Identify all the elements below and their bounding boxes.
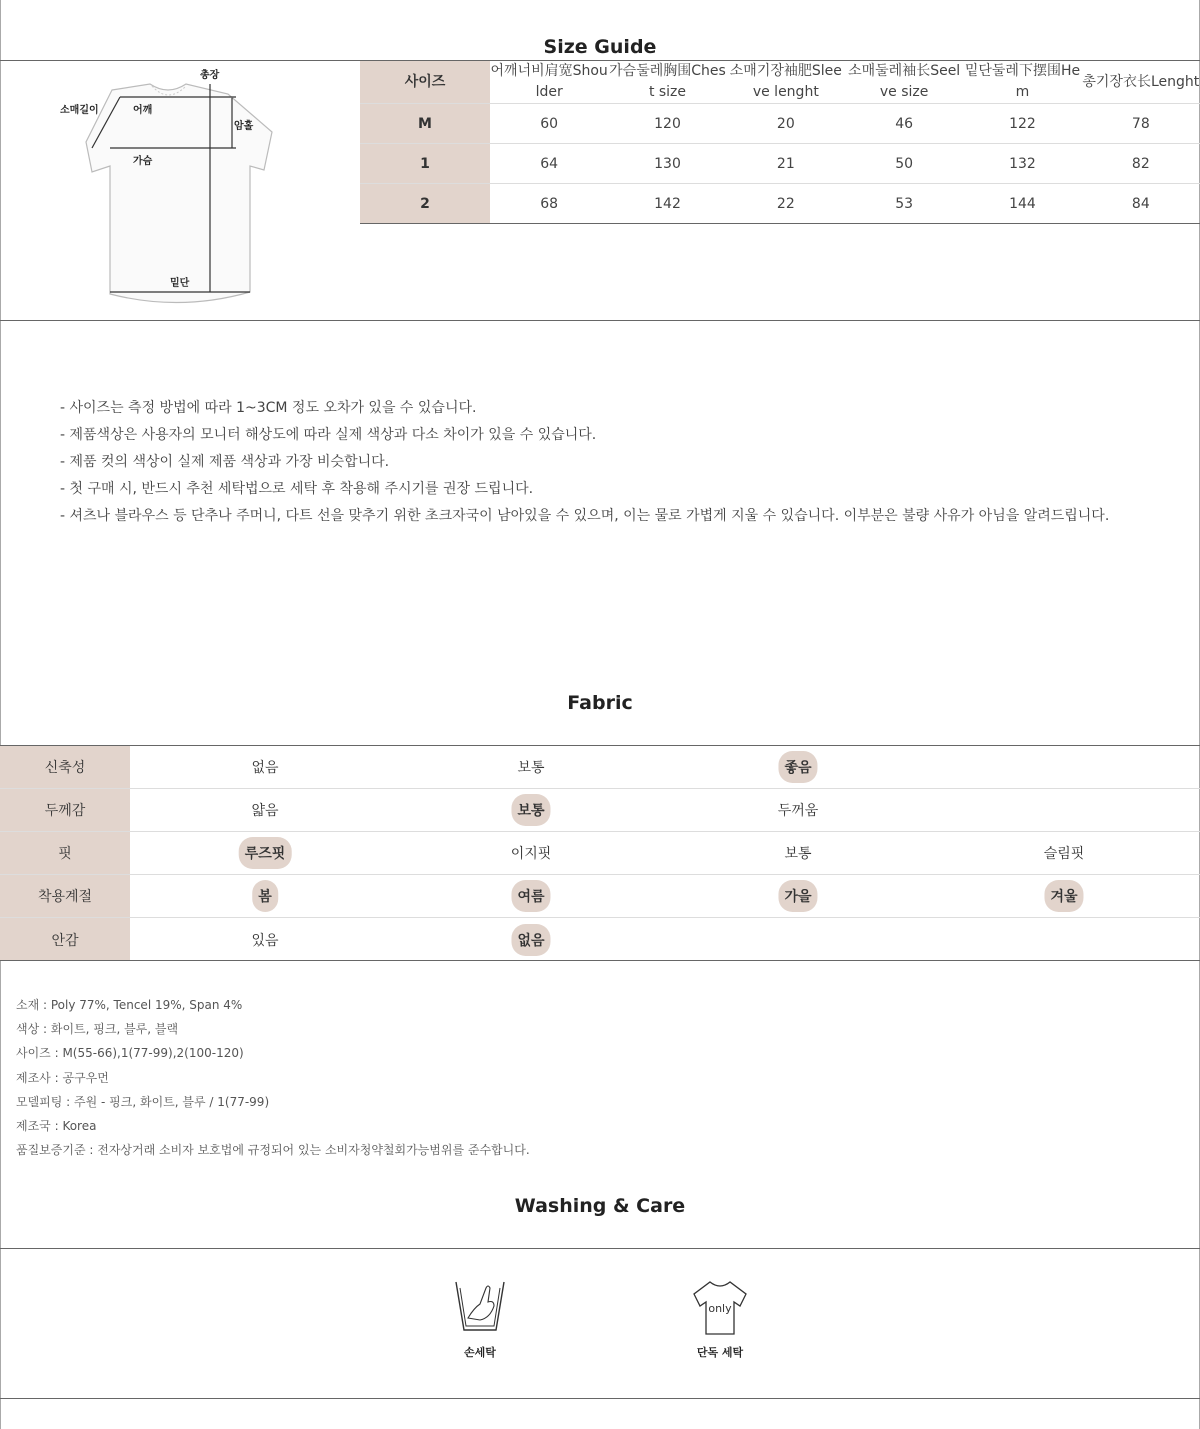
header-shoulder: 어깨너비肩宽Shoulder	[490, 61, 608, 104]
table-cell: 142	[608, 184, 726, 224]
table-cell: 122	[963, 104, 1081, 144]
fabric-option: 있음	[251, 932, 279, 949]
fabric-option: 슬림핏	[1043, 846, 1085, 862]
table-cell: 53	[845, 184, 963, 224]
fabric-row-label: 신축성	[0, 746, 130, 788]
note-item: - 첫 구매 시, 반드시 추천 세탁법으로 세탁 후 착용해 주시기를 권장 드립니다.	[60, 481, 534, 497]
divider	[0, 320, 1200, 321]
size-label: 2	[360, 184, 490, 224]
divider	[0, 1398, 1200, 1399]
fabric-row-thickness	[0, 789, 1200, 832]
label-sleeve-length: 소매길이	[60, 105, 99, 116]
fabric-option: 보통	[784, 846, 812, 862]
care-label: 단독 세탁	[696, 1346, 744, 1359]
note-item: - 제품색상은 사용자의 모니터 해상도에 따라 실제 색상과 다소 차이가 있을 수 있습니다.	[60, 427, 597, 443]
material-line: 제조사 : 공구우먼	[16, 1070, 109, 1085]
fabric-row-stretch	[0, 746, 1200, 789]
washing-title: Washing & Care	[514, 1195, 686, 1217]
fabric-row-season	[0, 875, 1200, 918]
label-hem: 밑단	[170, 278, 190, 289]
note-item: - 셔츠나 블라우스 등 단추나 주머니, 다트 선을 맞추기 위한 초크자국이 남아있을 수 있으며, 이는 물로 가볍게 지울 수 있습니다. 이부분은 불량 사유가 아님을 알려드립니다.	[60, 508, 1110, 524]
table-cell: 78	[1082, 104, 1200, 144]
header-hem: 밑단둘레下摆围Hem	[963, 61, 1081, 104]
table-cell: 132	[963, 144, 1081, 184]
table-cell: 144	[963, 184, 1081, 224]
only-text: only	[708, 1302, 732, 1315]
tshirt-measurement-diagram	[40, 62, 300, 317]
size-notes	[60, 395, 1109, 530]
note-item: - 제품 컷의 색상이 실제 제품 색상과 가장 비슷합니다.	[60, 454, 390, 470]
table-cell: 120	[608, 104, 726, 144]
table-row	[360, 104, 1200, 144]
note-item: - 사이즈는 측정 방법에 따라 1~3CM 정도 오차가 있을 수 있습니다.	[60, 400, 477, 416]
table-cell: 21	[727, 144, 845, 184]
fabric-row-label: 안감	[0, 918, 130, 961]
table-cell: 20	[727, 104, 845, 144]
header-sleeve-length: 소매기장袖肥Sleeve lenght	[727, 61, 845, 104]
fabric-option: 보통	[517, 760, 545, 776]
fabric-row-fit	[0, 832, 1200, 875]
header-size: 사이즈	[360, 61, 490, 104]
fabric-row-label: 착용계절	[0, 875, 130, 917]
fabric-row-label: 두께감	[0, 789, 130, 831]
table-cell: 64	[490, 144, 608, 184]
fabric-option-selected: 여름	[511, 875, 550, 917]
header-chest: 가슴둘레胸围Chest size	[608, 61, 726, 104]
fabric-option-selected: 가을	[778, 875, 817, 917]
fabric-option-selected: 루즈핏	[239, 832, 292, 874]
fabric-option: 없음	[251, 760, 279, 776]
wash-separately-icon	[690, 1278, 750, 1338]
table-row	[360, 184, 1200, 224]
care-item-hand-wash	[420, 1278, 540, 1360]
material-line: 소재 : Poly 77%, Tencel 19%, Span 4%	[16, 998, 243, 1012]
fabric-title: Fabric	[567, 692, 633, 714]
material-line: 모델피팅 : 주원 - 핑크, 화이트, 블루 / 1(77-99)	[16, 1094, 270, 1109]
label-total-length: 총장	[200, 70, 220, 81]
divider	[0, 960, 1200, 961]
label-armhole: 암홀	[234, 121, 254, 132]
header-sleeve-width: 소매둘레袖长Seelve size	[845, 61, 963, 104]
material-line: 색상 : 화이트, 핑크, 블루, 블랙	[16, 1022, 179, 1037]
table-cell: 84	[1082, 184, 1200, 224]
table-cell: 130	[608, 144, 726, 184]
fabric-option-selected: 없음	[511, 918, 550, 961]
fabric-row-lining	[0, 918, 1200, 961]
table-cell: 60	[490, 104, 608, 144]
material-line: 사이즈 : M(55-66),1(77-99),2(100-120)	[16, 1046, 244, 1061]
label-shoulder: 어깨	[133, 105, 153, 116]
size-guide-title: Size Guide	[543, 36, 657, 58]
size-table	[360, 61, 1200, 224]
fabric-option: 이지핏	[510, 846, 552, 862]
fabric-option-selected: 좋음	[778, 746, 817, 788]
care-label: 손세탁	[464, 1346, 496, 1359]
hand-wash-icon	[450, 1278, 510, 1338]
fabric-option: 두꺼움	[777, 803, 819, 819]
fabric-option-selected: 겨울	[1044, 875, 1083, 917]
fabric-table	[0, 746, 1200, 961]
size-table-header	[360, 61, 1200, 104]
fabric-option: 얇음	[251, 803, 279, 819]
material-line: 품질보증기준 : 전자상거래 소비자 보호법에 규정되어 있는 소비자청약철회가능범위를 준수합니다.	[16, 1143, 530, 1158]
label-chest: 가슴	[133, 156, 153, 167]
fabric-option-selected: 보통	[511, 789, 550, 831]
size-label: 1	[360, 144, 490, 184]
table-cell: 68	[490, 184, 608, 224]
fabric-row-label: 핏	[0, 832, 130, 874]
fabric-option-selected: 봄	[252, 875, 278, 917]
material-info	[16, 993, 530, 1162]
table-cell: 22	[727, 184, 845, 224]
size-label: M	[360, 104, 490, 144]
table-cell: 50	[845, 144, 963, 184]
divider	[0, 1248, 1200, 1249]
header-total-length: 총기장衣长Lenght	[1082, 61, 1200, 104]
table-cell: 82	[1082, 144, 1200, 184]
care-item-wash-separately	[660, 1278, 780, 1360]
table-cell: 46	[845, 104, 963, 144]
material-line: 제조국 : Korea	[16, 1119, 97, 1134]
table-row	[360, 144, 1200, 184]
